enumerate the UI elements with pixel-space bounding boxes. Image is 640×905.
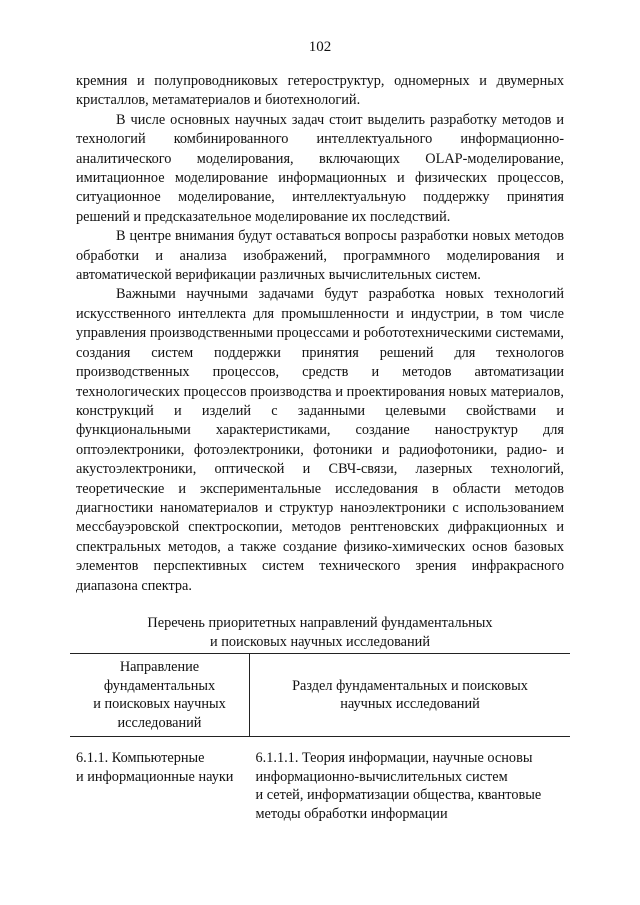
cell-section [250,737,571,824]
header-line: научных исследований [340,696,480,712]
caption-line: Перечень приоритетных направлений фундаментальных [147,615,493,631]
header-direction [70,654,250,737]
cell-direction [70,737,250,824]
header-line: Направление [119,659,200,675]
header-section [250,654,571,737]
header-line: Раздел фундаментальных и поисковых [292,677,528,694]
header-line: фундаментальных [103,677,216,694]
priority-directions-table [70,653,570,823]
table-header-row [70,654,570,737]
caption-line: и поисковых научных исследований [210,634,430,650]
cell-line: 6.1.1. Компьютерные [76,750,205,766]
paragraph: кремния и полупроводниковых гетероструктур, одномерных и двумерных кристаллов, метаматериалов и биотехнологий. [76,73,564,109]
cell-line: методы обработки информации [255,805,448,822]
page-number: 102 [308,39,332,55]
paragraph: В числе основных научных задач стоит выделить разработку методов и технологий комбинированного интеллектуального информационно-аналитического моделирования, включающих OLAP-моделирование, имитационное моделирование информационных и физических процессов, ситуационное моделирование, интеллектуальную поддержку принятия решений и предсказательное моделирование их последствий. [76,111,564,225]
table-row [70,737,570,824]
cell-line: информационно-вычислительных систем [255,768,508,785]
table-caption [76,614,564,652]
cell-line: 6.1.1.1. Теория информации, научные основы [255,750,533,766]
header-line: и поисковых научных [93,696,226,712]
body-text [76,72,564,596]
cell-line: и информационные науки [76,768,234,785]
cell-line: и сетей, информатизации общества, квантовые [255,787,542,803]
paragraph: В центре внимания будут оставаться вопросы разработки новых методов обработки и анализа изображений, программного моделирования и автоматической верификации различных вычислительных систем. [76,228,564,284]
header-line: исследований [117,714,202,731]
paragraph: Важными научными задачами будут разработка новых технологий искусственного интеллекта для промышленности и индустрии, в том числе управления производственными процессами и робототехническими системами, создания систем поддержки принятия решений для технологов производственных процессов, средств и методов автоматизации технологических процессов производства и проектирования новых материалов, конструкций и изделий с заданными целевыми свойствами и функциональными характеристиками, создание наноструктур для оптоэлектроники, фотоэлектроники, фотоники и радиофотоники, радио- и акустоэлектроники, оптической и СВЧ-связи, лазерных технологий, теоретические и экспериментальные исследования в области методов диагностики наноматериалов и структур наноэлектроники с использованием мессбауэровской спектроскопии, методов рентгеновских дифракционных и спектральных методов, а также создание физико-химических основ базовых элементов перспективных систем технического зрения инфракрасного диапазона спектра. [76,286,564,594]
